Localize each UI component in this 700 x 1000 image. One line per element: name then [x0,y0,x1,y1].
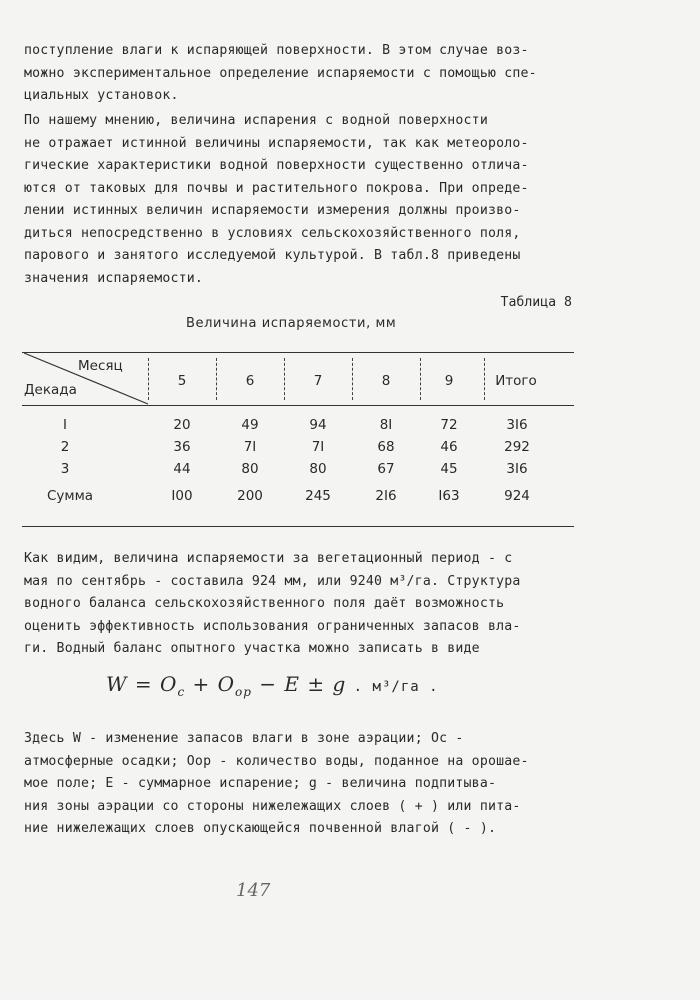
column-separator [216,358,217,400]
column-header: 9 [444,373,454,389]
text-line: циальных установок. [24,88,179,103]
table-cell: 94 [309,417,327,433]
table-cell: 2I6 [375,488,397,504]
text-line: диться непосредственно в условиях сельскохозяйственного поля, [24,225,521,241]
column-separator [484,358,485,400]
table-bottom-rule [22,526,574,527]
table-cell: 67 [377,461,395,477]
row-label: I [63,417,67,433]
formula-lhs: W = O [106,672,178,696]
paragraph-4 [24,728,584,841]
text-line: лении истинных величин испаряемости измерения должны произво- [24,203,521,218]
column-header: 7 [313,373,323,389]
table-cell: 68 [377,439,395,455]
paragraph-1 [24,40,584,108]
text-line: Как видим, величина испаряемости за вегетационный период - с [24,551,513,566]
text-line: можно экспериментальное определение испаряемости с помощью спе- [24,65,537,81]
paragraph-3 [24,548,584,661]
column-header: 8 [381,373,391,389]
formula-term: − E ± g [251,672,347,696]
table-cell: 3I6 [506,461,528,477]
table-cell: 80 [309,461,327,477]
text-line: ются от таковых для почвы и растительного покрова. При опреде- [24,180,529,196]
text-line: По нашему мнению, величина испарения с водной поверхности [24,113,488,128]
data-table [22,350,574,528]
table-cell: 924 [504,488,530,504]
table-cell: 72 [440,417,458,433]
formula-unit: . м³/га . [353,679,439,695]
table-cell: 46 [440,439,458,455]
table-cell: 20 [173,417,191,433]
text-line: ги. Водный баланс опытного участка можно записать в виде [24,641,480,656]
formula-subscript: op [235,685,252,699]
table-cell: 245 [305,488,331,504]
text-line: мая по сентябрь - составила 924 мм, или 9240 м³/га. Структура [24,573,521,589]
table-cell: I00 [171,488,193,504]
table-cell: 44 [173,461,191,477]
table-cell: 200 [237,488,263,504]
text-line: атмосферные осадки; Oop - количество воды, поданное на орошае- [24,753,529,769]
table-cell: 49 [241,417,259,433]
table-caption: Таблица 8 [500,295,572,310]
column-separator [352,358,353,400]
text-line: парового и занятого исследуемой культурой. В табл.8 приведены [24,248,521,263]
text-line: водного баланса сельскохозяйственного поля даёт возможность [24,596,505,611]
column-separator [148,358,149,400]
text-line: мое поле; E - суммарное испарение; g - величина подпитыва- [24,776,497,791]
table-cell: 8I [379,417,393,433]
header-month: Месяц [78,358,123,374]
table-cell: 3I6 [506,417,528,433]
header-decade: Декада [24,382,77,398]
table-cell: 292 [504,439,530,455]
table-title: Величина испаряемости, мм [186,316,397,331]
page-number: 147 [236,880,271,901]
table-cell: 36 [173,439,191,455]
column-header: 5 [177,373,187,389]
paragraph-2 [24,110,584,290]
table-cell: 7I [243,439,257,455]
formula-subscript: c [177,685,186,699]
row-label: 2 [60,439,70,455]
row-label: 3 [60,461,70,477]
text-line: значения испаряемости. [24,270,204,286]
table-cell: 80 [241,461,259,477]
text-line: ние нижележащих слоев опускающейся почвенной влагой ( - ). [24,821,497,836]
text-line: ния зоны аэрации со стороны нижележащих слоев ( + ) или пита- [24,798,521,814]
table-cell: 7I [311,439,325,455]
table-cell: 45 [440,461,458,477]
formula-term: + O [185,672,236,696]
row-label: Сумма [46,488,94,504]
text-line: Здесь W - изменение запасов влаги в зоне аэрации; Oc - [24,731,464,746]
column-separator [284,358,285,400]
text-line: оценить эффективность использования ограниченных запасов вла- [24,618,521,634]
text-line: не отражает истинной величины испаряемости, так как метеороло- [24,135,529,151]
water-balance-formula [106,672,439,699]
column-header: 6 [245,373,255,389]
text-line: гические характеристики водной поверхности существенно отлича- [24,158,529,173]
table-cell: I63 [438,488,460,504]
column-separator [420,358,421,400]
column-header: Итого [495,373,537,389]
text-line: поступление влаги к испаряющей поверхности. В этом случае воз- [24,43,529,58]
